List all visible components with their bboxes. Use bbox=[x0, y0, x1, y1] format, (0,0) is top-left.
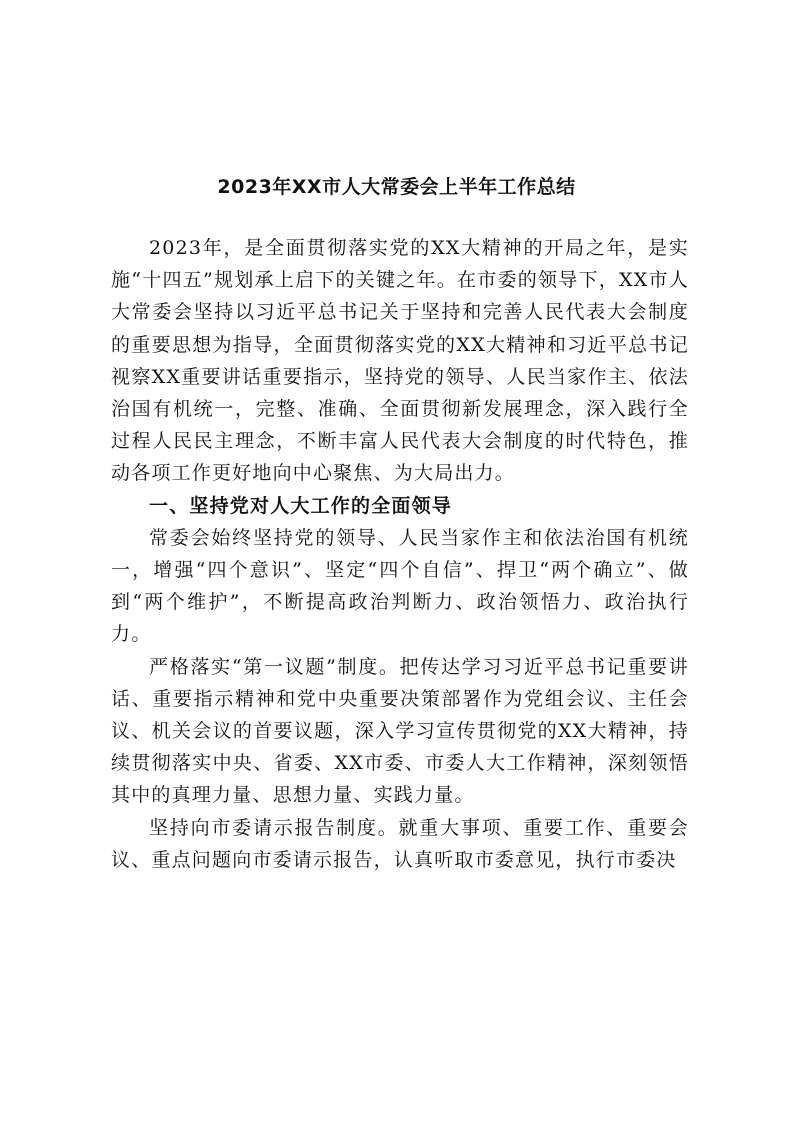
document-title: 2023年XX市人大常委会上半年工作总结 bbox=[217, 176, 576, 198]
document-body bbox=[111, 232, 689, 876]
paragraph-first-agenda-system: 严格落实“第一议题”制度。把传达学习习近平总书记重要讲话、重要指示精神和党中央重要决策部署作为党组会议、主任会议、机关会议的首要议题，深入学习宣传贯彻党的XX大精神，持续贯彻落实中央、省委、XX市委、市委人大工作精神，深刻领悟其中的真理力量、思想力量、实践力量。 bbox=[111, 655, 689, 807]
paragraph-reporting-system: 坚持向市委请示报告制度。就重大事项、重要工作、重要会议、重点问题向市委请示报告，认真听取市委意见，执行市委决 bbox=[111, 816, 689, 871]
paragraph-section1-overview: 常委会始终坚持党的领导、人民当家作主和依法治国有机统一，增强“四个意识”、坚定“四个自信”、捍卫“两个确立”、做到“两个维护”，不断提高政治判断力、政治领悟力、政治执行力。 bbox=[111, 526, 689, 646]
section-heading-1: 一、坚持党对人大工作的全面领导 bbox=[149, 494, 453, 517]
paragraph-intro: 2023年，是全面贯彻落实党的XX大精神的开局之年，是实施“十四五”规划承上启下的关键之年。在市委的领导下，XX市人大常委会坚持以习近平总书记关于坚持和完善人民代表大会制度的重要思想为指导，全面贯彻落实党的XX大精神和习近平总书记视察XX重要讲话重要指示，坚持党的领导、人民当家作主、依法治国有机统一，完整、准确、全面贯彻新发展理念，深入践行全过程人民民主理念，不断丰富人民代表大会制度的时代特色，推动各项工作更好地向中心聚焦、为大局出力。 bbox=[111, 237, 689, 485]
